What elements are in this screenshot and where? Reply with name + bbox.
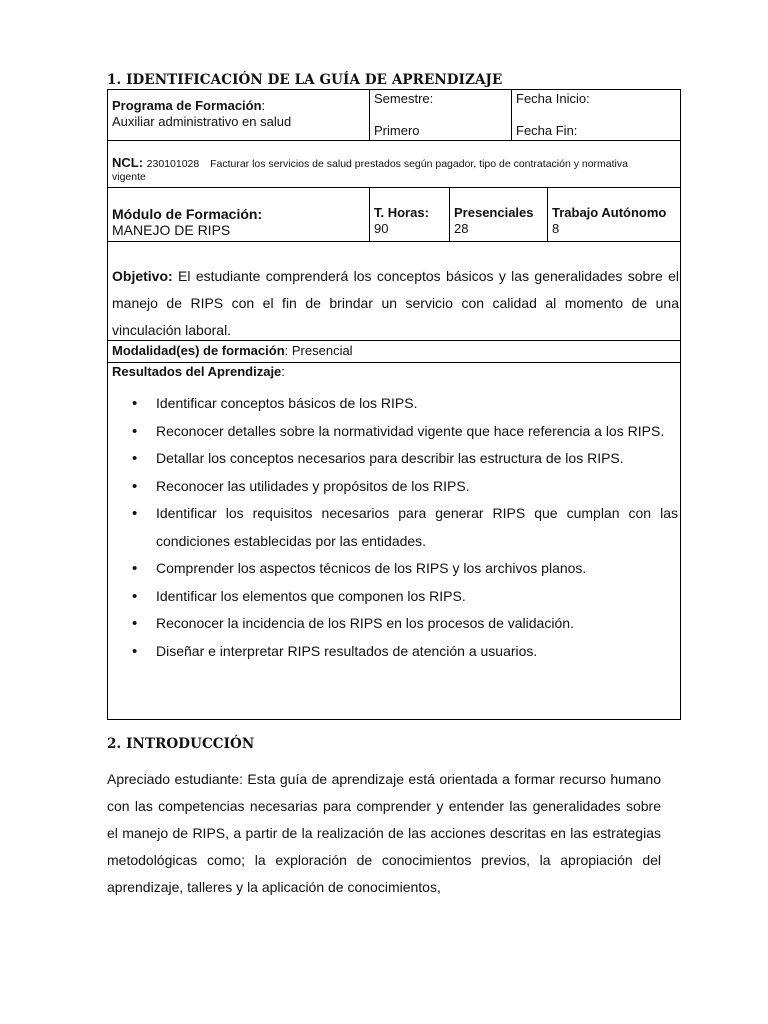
ncl-text-line1: Facturar los servicios de salud prestados según pagador, tipo de contratación y normativa: [210, 158, 628, 170]
ncl-label: NCL:: [112, 155, 144, 170]
row-divider: [108, 140, 680, 141]
semestre-value: Primero: [374, 123, 420, 138]
section-2-title: 2. INTRODUCCIÓN: [107, 736, 255, 752]
resultados-cell: [108, 362, 680, 719]
modulo-cell: [108, 204, 369, 240]
objetivo-cell: [108, 242, 680, 340]
identification-table: [107, 89, 681, 720]
ncl-cell: [108, 153, 680, 186]
semestre-cell: [370, 90, 511, 140]
objetivo-label: Objetivo:: [112, 268, 173, 284]
programa-label: Programa de Formación: [112, 98, 262, 113]
modalidad-colon: :: [284, 343, 289, 358]
introduction-paragraph: Apreciado estudiante: Esta guía de aprendizaje está orientada a formar recurso humano con las competencias necesarias para comprender y entender las generalidades sobre el manejo de RIPS, a partir de la realización de las acciones descritas en las estrategias metodológicas como; la exploración de conocimientos previos, la apropiación del aprendizaje, talleres y la aplicación de conocimientos,: [107, 771, 661, 895]
autonomo-value: 8: [552, 221, 560, 236]
ncl-code: 230101028: [146, 158, 200, 170]
resultados-label: Resultados del Aprendizaje: [112, 364, 282, 379]
list-item: • Diseñar e interpretar RIPS resultados de atención a usuarios.: [108, 638, 680, 666]
modulo-value: MANEJO DE RIPS: [112, 222, 231, 238]
programa-value: Auxiliar administrativo en salud: [112, 114, 292, 129]
list-item: • Identificar conceptos básicos de los RIPS.: [108, 390, 680, 418]
programa-colon: :: [261, 98, 266, 113]
list-item: • Detallar los conceptos necesarios para describir las estructura de los RIPS.: [108, 445, 680, 473]
programa-cell: [108, 96, 369, 132]
list-item: • Comprender los aspectos técnicos de los RIPS y los archivos planos.: [108, 555, 680, 583]
list-item: • Reconocer las utilidades y propósitos de los RIPS.: [108, 473, 680, 501]
horas-label: T. Horas:: [374, 205, 429, 220]
section-1-title: 1. IDENTIFICACIÓN DE LA GUÍA DE APRENDIZAJE: [107, 72, 503, 88]
presenciales-cell: [450, 203, 547, 239]
row-divider: [108, 187, 680, 188]
semestre-label: Semestre:: [374, 91, 434, 106]
list-item: • Identificar los elementos que componen los RIPS.: [108, 583, 680, 611]
resultados-colon: :: [281, 364, 285, 379]
modulo-label: Módulo de Formación:: [112, 206, 263, 222]
modalidad-cell: [108, 340, 680, 361]
modalidad-value: Presencial: [288, 343, 353, 358]
fecha-fin-label: Fecha Fin:: [516, 123, 578, 138]
autonomo-cell: [548, 203, 680, 239]
autonomo-label: Trabajo Autónomo: [552, 205, 667, 220]
presenciales-label: Presenciales: [454, 205, 534, 220]
objetivo-text: El estudiante comprenderá los conceptos básicos y las generalidades sobre el manejo de RIPS con el fin de brindar un servicio con calidad al momento de una vinculación laboral.: [112, 268, 679, 338]
horas-value: 90: [374, 221, 389, 236]
horas-cell: [370, 203, 449, 239]
resultados-list: [108, 390, 680, 665]
list-item: • Reconocer detalles sobre la normatividad vigente que hace referencia a los RIPS.: [108, 418, 680, 446]
objetivo-paragraph: [112, 263, 679, 344]
fecha-inicio-label: Fecha Inicio:: [516, 91, 590, 106]
fechas-cell: [512, 90, 680, 140]
list-item: • Identificar los requisitos necesarios para generar RIPS que cumplan con las condiciones establecidas por las entidades.: [108, 500, 680, 555]
presenciales-value: 28: [454, 221, 469, 236]
modalidad-label: Modalidad(es) de formación: [112, 343, 285, 358]
list-item: • Reconocer la incidencia de los RIPS en los procesos de validación.: [108, 610, 680, 638]
ncl-text-line2: vigente: [112, 171, 146, 183]
